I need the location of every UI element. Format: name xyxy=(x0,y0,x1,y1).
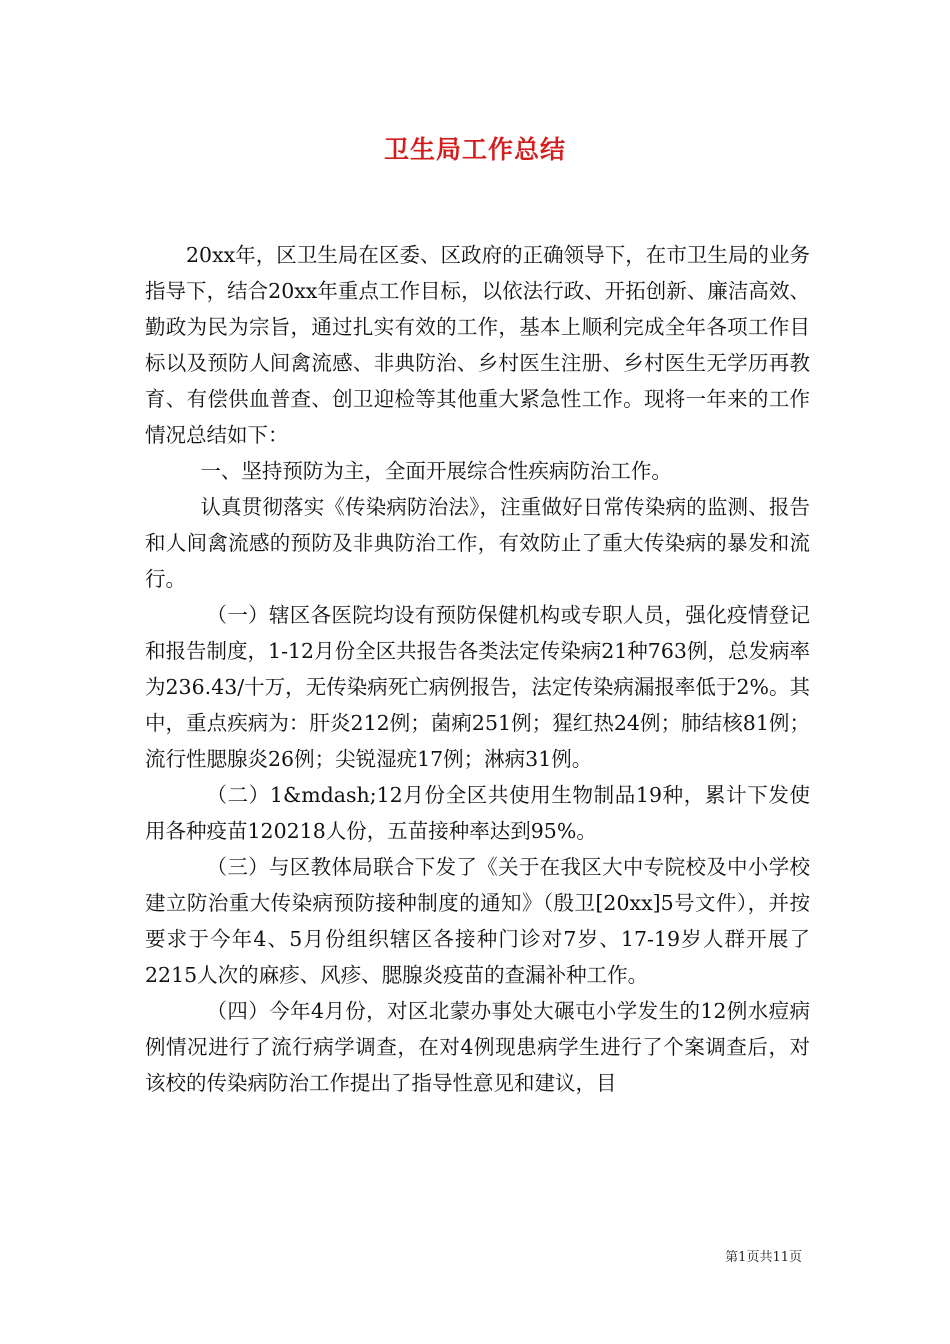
paragraph-item-3: （三）与区教体局联合下发了《关于在我区大中专院校及中小学校建立防治重大传染病预防接种制度的通知》（殷卫[20xx]5号文件），并按要求于今年4、5月份组织辖区各接种门诊对7岁、17-19岁人群开展了2215人次的麻疹、风疹、腮腺炎疫苗的查漏补种工作。 xyxy=(145,855,810,987)
document-body xyxy=(145,237,810,1101)
document-title: 卫生局工作总结 xyxy=(383,135,566,164)
paragraph-intro: 20xx年，区卫生局在区委、区政府的正确领导下，在市卫生局的业务指导下，结合20xx年重点工作目标，以依法行政、开拓创新、廉洁高效、勤政为民为宗旨，通过扎实有效的工作，基本上顺利完成全年各项工作目标以及预防人间禽流感、非典防治、乡村医生注册、乡村医生无学历再教育、有偿供血普查、创卫迎检等其他重大紧急性工作。现将一年来的工作情况总结如下： xyxy=(145,243,810,447)
section-heading: 一、坚持预防为主，全面开展综合性疾病防治工作。 xyxy=(200,459,672,483)
paragraph-item-4: （四）今年4月份，对区北蒙办事处大碾屯小学发生的12例水痘病例情况进行了流行病学调查，在对4例现患病学生进行了个案调查后，对该校的传染病防治工作提出了指导性意见和建议，目 xyxy=(145,999,810,1095)
paragraph-section-intro: 认真贯彻落实《传染病防治法》，注重做好日常传染病的监测、报告和人间禽流感的预防及非典防治工作，有效防止了重大传染病的暴发和流行。 xyxy=(145,495,810,591)
page-number: 第1页共11页 xyxy=(725,1250,802,1265)
paragraph-item-1: （一）辖区各医院均设有预防保健机构或专职人员，强化疫情登记和报告制度，1-12月份全区共报告各类法定传染病21种763例，总发病率为236.43/十万，无传染病死亡病例报告，法定传染病漏报率低于2%。其中，重点疾病为：肝炎212例；菌痢251例；猩红热24例；肺结核81例；流行性腮腺炎26例；尖锐湿疣17例；淋病31例。 xyxy=(145,603,810,771)
paragraph-item-2: （二）1&mdash;12月份全区共使用生物制品19种，累计下发使用各种疫苗120218人份，五苗接种率达到95%。 xyxy=(145,783,810,843)
